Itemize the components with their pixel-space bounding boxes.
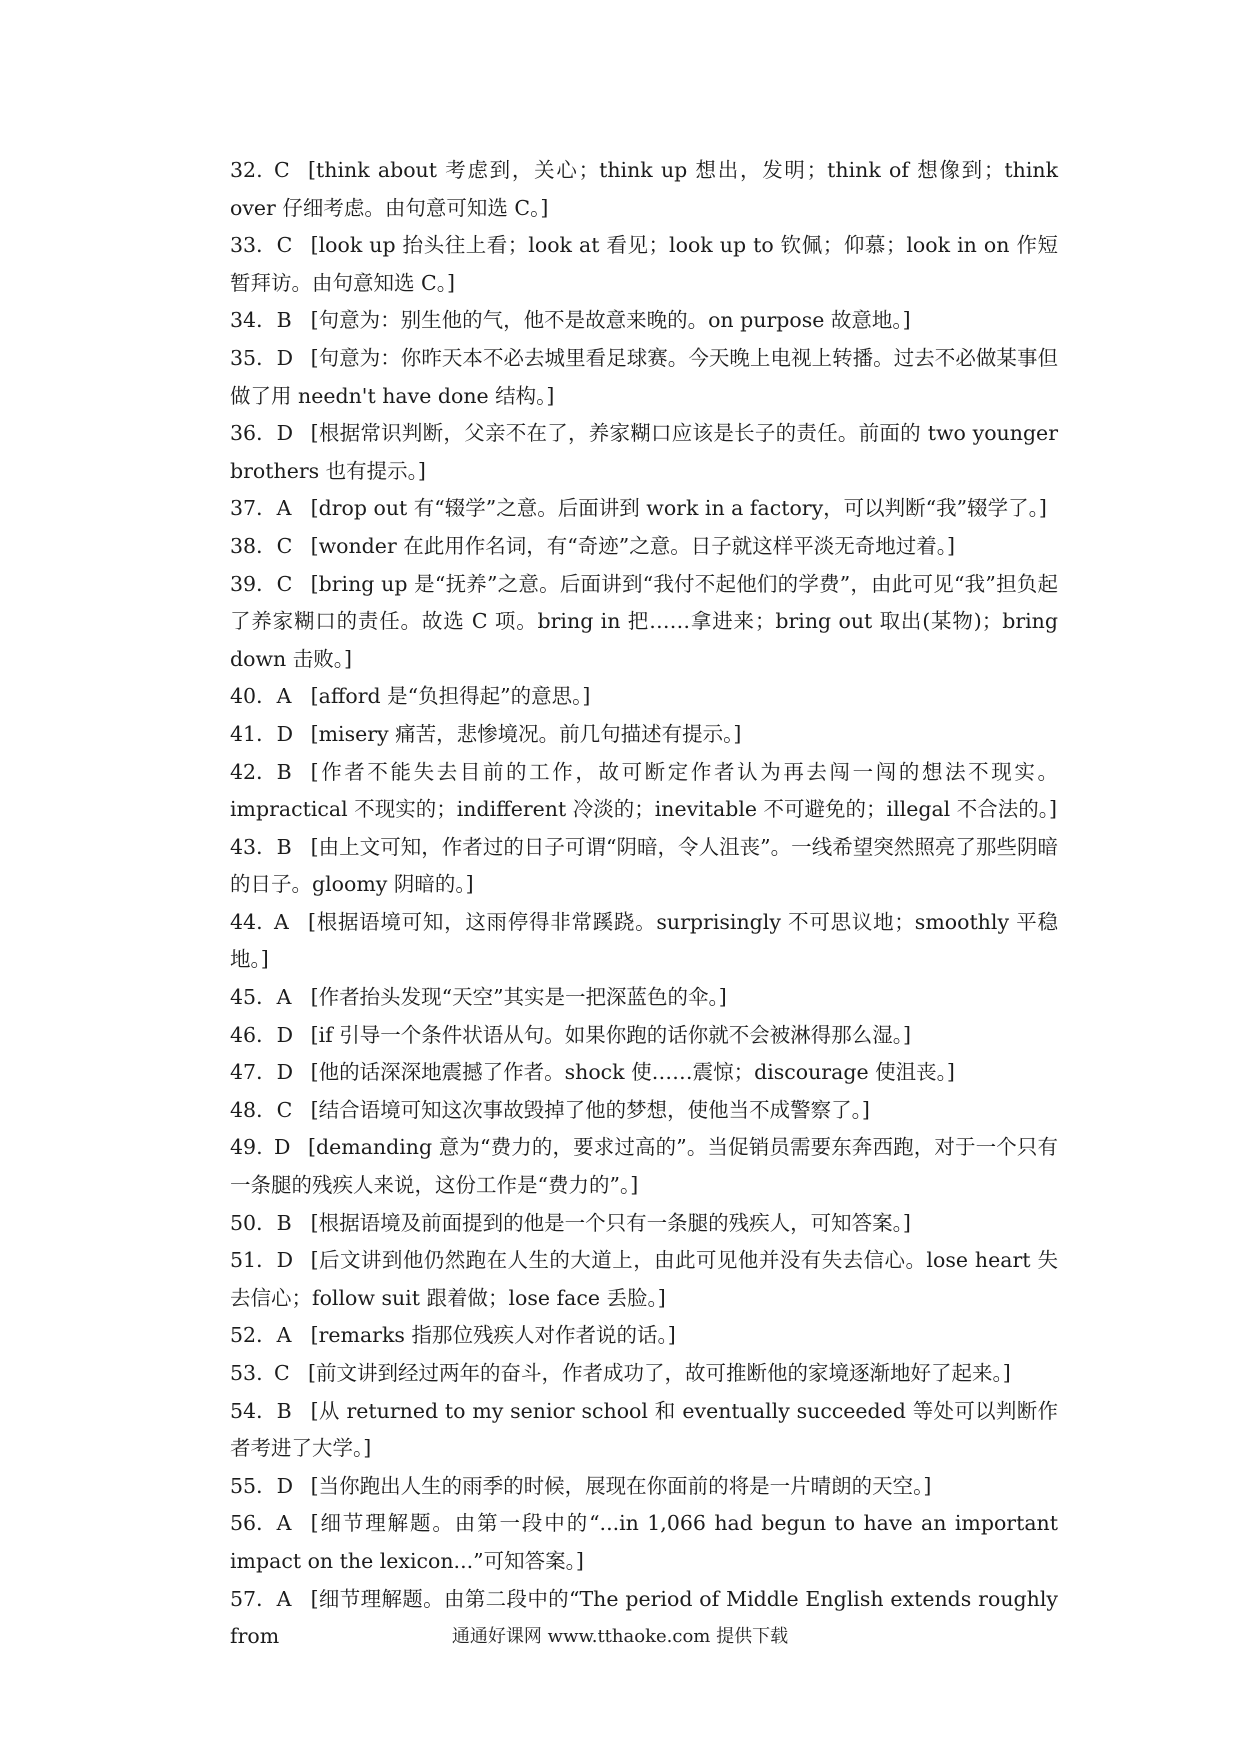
answer-letter: D bbox=[276, 421, 294, 446]
explanation-text: [根据语境可知，这雨停得非常蹊跷。surprisingly 不可思议地；smoothly 平稳地。] bbox=[230, 909, 1058, 972]
explanation-text: [根据语境及前面提到的他是一个只有一条腿的残疾人，可知答案。] bbox=[310, 1210, 911, 1235]
answer-letter: B bbox=[276, 759, 292, 784]
explanation-text: [drop out 有“辍学”之意。后面讲到 work in a factory，可以判断“我”辍学了。] bbox=[310, 496, 1047, 521]
answer-letter: C bbox=[274, 1361, 290, 1385]
question-number: 42． bbox=[230, 759, 277, 784]
answer-letter: C bbox=[276, 571, 293, 596]
answer-explanations bbox=[188, 152, 1058, 1656]
question-number: 32. bbox=[230, 158, 263, 182]
answer-letter: B bbox=[276, 1210, 292, 1235]
answer-entry bbox=[188, 1054, 1058, 1092]
explanation-text: [由上文可知，作者过的日子可谓“阴暗，令人沮丧”。一线希望突然照亮了那些阴暗的日子。gloomy 阴暗的。] bbox=[230, 834, 1058, 897]
answer-entry bbox=[188, 829, 1058, 904]
answer-entry bbox=[188, 302, 1058, 340]
answer-entry bbox=[188, 1468, 1058, 1506]
explanation-text: [if 引导一个条件状语从句。如果你跑的话你就不会被淋得那么湿。] bbox=[310, 1022, 911, 1047]
explanation-text: [前文讲到经过两年的奋斗，作者成功了，故可推断他的家境逐渐地好了起来。] bbox=[308, 1361, 1011, 1385]
question-number: 41． bbox=[230, 721, 277, 746]
question-number: 48． bbox=[230, 1097, 277, 1122]
explanation-text: [afford 是“负担得起”的意思。] bbox=[310, 684, 591, 709]
answer-entry bbox=[188, 528, 1058, 566]
explanation-text: [句意为：你昨天本不必去城里看足球赛。今天晚上电视上转播。过去不必做某事但做了用 needn't have done 结构。] bbox=[230, 345, 1058, 408]
question-number: 57． bbox=[230, 1586, 277, 1611]
page-footer: 通通好课网 www.tthaoke.com 提供下载 bbox=[451, 1626, 789, 1647]
answer-entry bbox=[188, 1129, 1058, 1204]
question-number: 33． bbox=[230, 233, 277, 258]
question-number: 44. bbox=[230, 909, 263, 934]
answer-entry bbox=[188, 1355, 1058, 1393]
question-number: 50． bbox=[230, 1210, 277, 1235]
question-number: 49. bbox=[230, 1135, 263, 1160]
explanation-text: [look up 抬头往上看；look at 看见；look up to 钦佩；仰慕；look in on 作短暂拜访。由句意知选 C。] bbox=[230, 233, 1058, 295]
question-number: 36． bbox=[230, 421, 277, 446]
answer-letter: A bbox=[276, 684, 292, 709]
question-number: 35． bbox=[230, 345, 277, 370]
question-number: 47． bbox=[230, 1060, 277, 1085]
question-number: 54． bbox=[230, 1398, 277, 1423]
answer-entry bbox=[188, 340, 1058, 415]
answer-entry bbox=[188, 566, 1058, 679]
answer-letter: A bbox=[276, 1323, 292, 1348]
explanation-text: [根据常识判断，父亲不在了，养家糊口应该是长子的责任。前面的 two younger brothers 也有提示。] bbox=[230, 421, 1058, 483]
answer-letter: A bbox=[274, 909, 289, 934]
answer-letter: D bbox=[276, 721, 294, 746]
question-number: 45． bbox=[230, 985, 277, 1010]
answer-entry bbox=[188, 904, 1058, 979]
explanation-text: [demanding 意为“费力的，要求过高的”。当促销员需要东奔西跑，对于一个只有一条腿的残疾人来说，这份工作是“费力的”。] bbox=[230, 1135, 1058, 1198]
question-number: 40． bbox=[230, 684, 277, 709]
question-number: 52． bbox=[230, 1323, 277, 1348]
question-number: 43． bbox=[230, 834, 277, 859]
answer-entry bbox=[188, 1393, 1058, 1468]
answer-entry bbox=[188, 1505, 1058, 1580]
explanation-text: [wonder 在此用作名词，有“奇迹”之意。日子就这样平淡无奇地过着。] bbox=[310, 533, 955, 558]
answer-entry bbox=[188, 152, 1058, 227]
answer-letter: D bbox=[274, 1135, 291, 1160]
answer-letter: D bbox=[276, 1022, 294, 1047]
question-number: 38． bbox=[230, 533, 277, 558]
answer-letter: C bbox=[276, 1097, 293, 1122]
question-number: 56． bbox=[230, 1511, 277, 1536]
question-number: 53. bbox=[230, 1361, 263, 1385]
question-number: 46． bbox=[230, 1022, 277, 1047]
answer-letter: A bbox=[276, 496, 292, 521]
explanation-text: [think about 考虑到，关心；think up 想出，发明；think of 想像到；think over 仔细考虑。由句意可知选 C。] bbox=[230, 158, 1058, 220]
answer-letter: D bbox=[276, 1060, 294, 1085]
explanation-text: [作者抬头发现“天空”其实是一把深蓝色的伞。] bbox=[310, 985, 727, 1010]
explanation-text: [当你跑出人生的雨季的时候，展现在你面前的将是一片晴朗的天空。] bbox=[310, 1473, 932, 1498]
explanation-text: [他的话深深地震撼了作者。shock 使……震惊；discourage 使沮丧。] bbox=[310, 1060, 955, 1085]
answer-entry bbox=[188, 754, 1058, 829]
answer-entry bbox=[188, 1205, 1058, 1243]
explanation-text: [结合语境可知这次事故毁掉了他的梦想，使他当不成警察了。] bbox=[310, 1097, 870, 1122]
answer-entry bbox=[188, 1092, 1058, 1130]
explanation-text: [细节理解题。由第二段中的“The period of Middle English extends roughly from bbox=[230, 1586, 1058, 1649]
explanation-text: [作者不能失去目前的工作，故可断定作者认为再去闯一闯的想法不现实。impractical 不现实的；indifferent 冷淡的；inevitable 不可避免的；illegal 不合法的。] bbox=[230, 759, 1058, 822]
answer-entry bbox=[188, 1017, 1058, 1055]
answer-entry bbox=[188, 1317, 1058, 1355]
answer-letter: A bbox=[276, 985, 292, 1010]
answer-letter: C bbox=[274, 158, 290, 182]
answer-letter: C bbox=[276, 233, 293, 258]
answer-entry bbox=[188, 1242, 1058, 1317]
answer-letter: C bbox=[276, 533, 293, 558]
question-number: 51． bbox=[230, 1248, 277, 1273]
explanation-text: [细节理解题。由第一段中的“...in 1,066 had begun to have an important impact on the lexicon...”可知答案。] bbox=[230, 1511, 1058, 1573]
explanation-text: [bring up 是“抚养”之意。后面讲到“我付不起他们的学费”，由此可见“我”担负起了养家糊口的责任。故选 C 项。bring in 把……拿进来；bring out 取出(某物)；bring down 击败。] bbox=[230, 571, 1058, 671]
explanation-text: [句意为：别生他的气，他不是故意来晚的。on purpose 故意地。] bbox=[310, 308, 911, 333]
answer-entry bbox=[188, 678, 1058, 716]
explanation-text: [misery 痛苦，悲惨境况。前几句描述有提示。] bbox=[310, 721, 742, 746]
question-number: 34． bbox=[230, 308, 277, 333]
question-number: 39． bbox=[230, 571, 277, 596]
answer-letter: D bbox=[276, 1248, 294, 1273]
answer-letter: B bbox=[276, 308, 292, 333]
question-number: 37． bbox=[230, 496, 277, 521]
answer-entry bbox=[188, 227, 1058, 302]
explanation-text: [后文讲到他仍然跑在人生的大道上，由此可见他并没有失去信心。lose heart 失去信心；follow suit 跟着做；lose face 丢脸。] bbox=[230, 1248, 1058, 1310]
answer-entry bbox=[188, 716, 1058, 754]
answer-letter: B bbox=[276, 1398, 292, 1423]
answer-letter: B bbox=[276, 834, 292, 859]
explanation-text: [remarks 指那位残疾人对作者说的话。] bbox=[310, 1323, 676, 1348]
answer-entry bbox=[188, 415, 1058, 490]
explanation-text: [从 returned to my senior school 和 eventually succeeded 等处可以判断作者考进了大学。] bbox=[230, 1398, 1058, 1461]
answer-letter: A bbox=[276, 1586, 292, 1611]
question-number: 55． bbox=[230, 1473, 277, 1498]
answer-entry bbox=[188, 490, 1058, 528]
answer-letter: D bbox=[276, 1473, 294, 1498]
answer-entry bbox=[188, 979, 1058, 1017]
answer-letter: D bbox=[276, 345, 294, 370]
answer-letter: A bbox=[276, 1511, 292, 1536]
